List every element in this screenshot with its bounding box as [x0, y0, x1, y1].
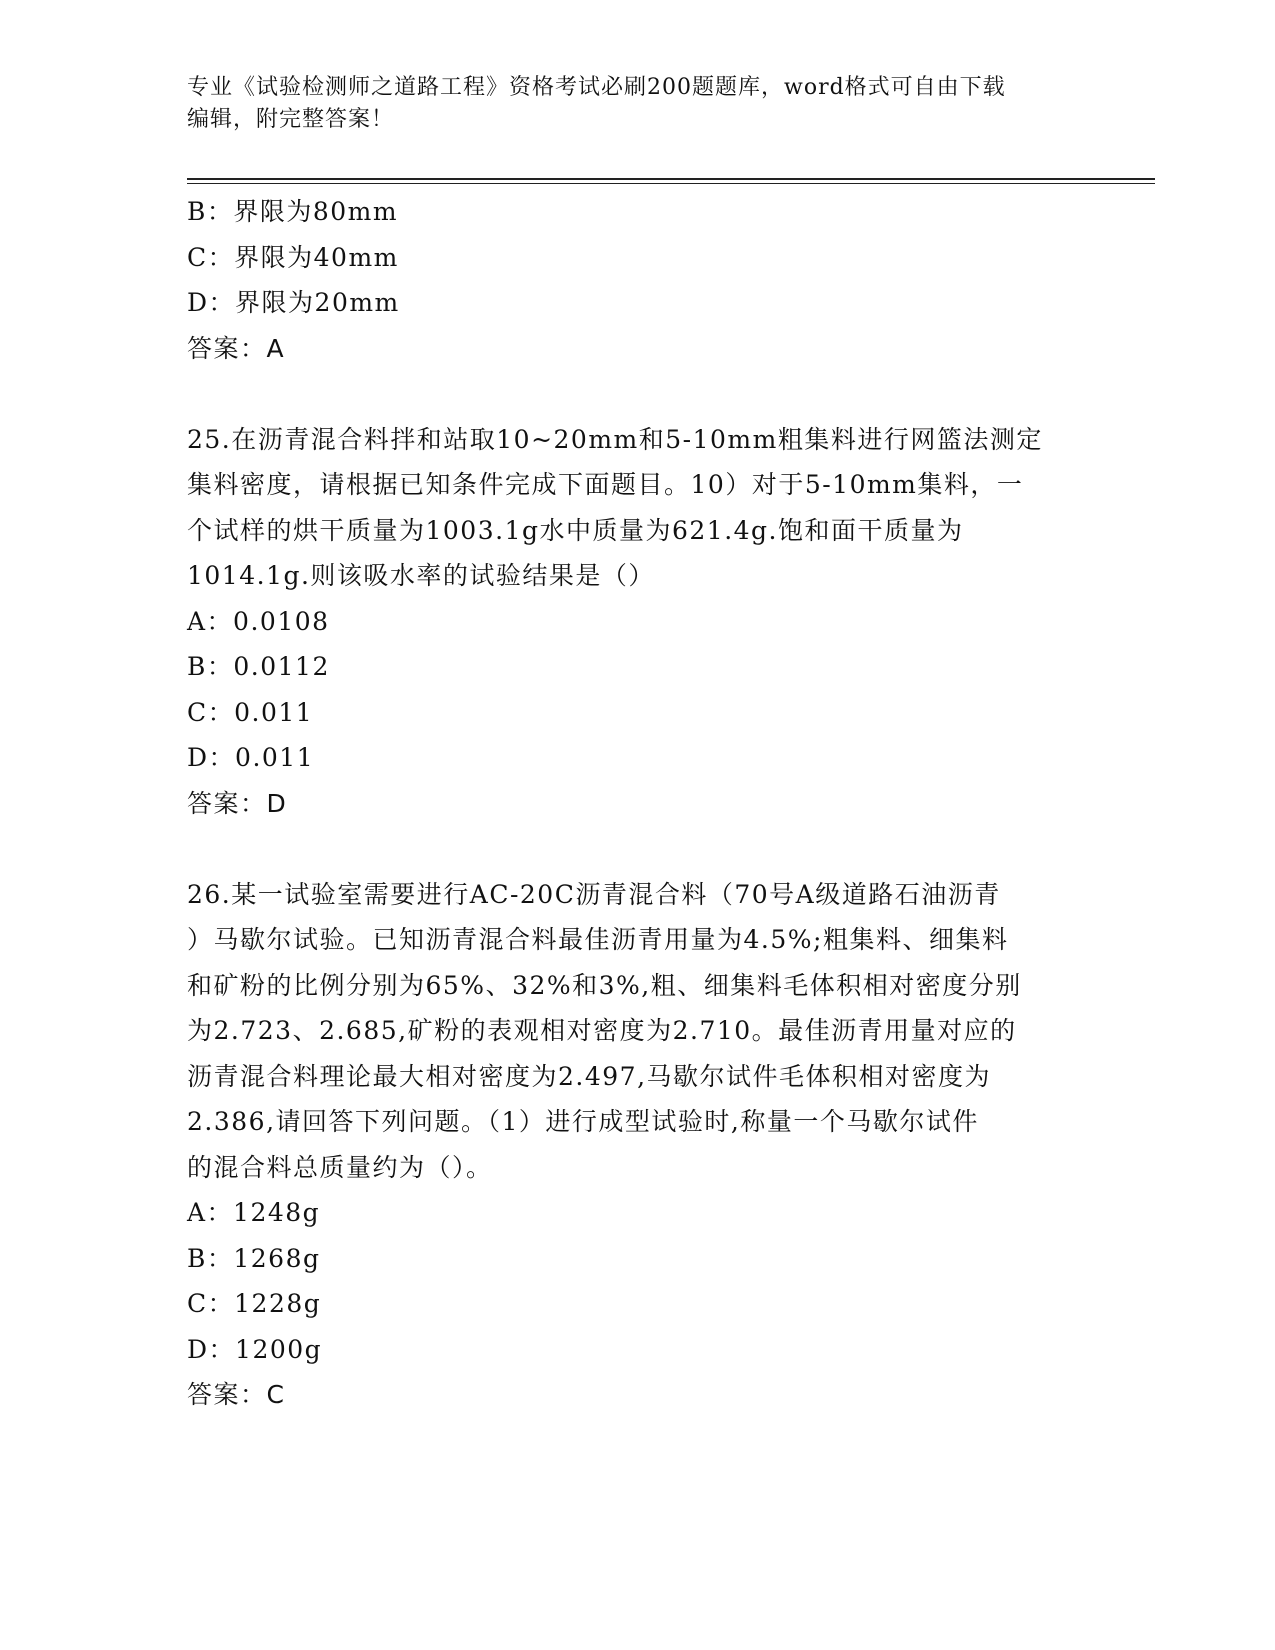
answer-line: 答案：D: [187, 788, 288, 818]
spacer: [187, 826, 1087, 872]
question-text-line: 的混合料总质量约为（）。: [187, 1152, 493, 1182]
question-text-line: 1014.1g.则该吸水率的试验结果是（）: [187, 561, 655, 590]
question-text-line: 沥青混合料理论最大相对密度为2.497,马歇尔试件毛体积相对密度为: [187, 1061, 992, 1091]
option-d: D：0.011: [187, 743, 315, 772]
answer-line: 答案：A: [187, 333, 286, 363]
header-divider-thin: [187, 183, 1155, 184]
question-text-line: 和矿粉的比例分别为65%、32%和3%,粗、细集料毛体积相对密度分别: [187, 970, 1022, 1000]
header-title-line-2: 编辑，附完整答案！: [187, 107, 395, 132]
answer-line: 答案：C: [187, 1380, 286, 1409]
option-c: C：0.011: [187, 697, 314, 727]
option-b: B：1268g: [187, 1243, 321, 1273]
question-26: [187, 872, 1087, 1418]
option-d: D：1200g: [187, 1334, 323, 1364]
option-c: C：界限为40mm: [187, 242, 399, 272]
option-b: B：界限为80mm: [187, 197, 399, 226]
document-body: [187, 189, 1087, 1418]
option-c: C：1228g: [187, 1289, 322, 1318]
option-d: D：界限为20mm: [187, 288, 400, 317]
option-a: A：0.0108: [187, 606, 330, 636]
question-25: [187, 417, 1087, 827]
question-text-line: 个试样的烘干质量为1003.1g水中质量为621.4g.饱和面干质量为: [187, 515, 964, 545]
option-b: B：0.0112: [187, 652, 330, 681]
header-title-line-1: 专业《试验检测师之道路工程》资格考试必刷200题题库，word格式可自由下载: [187, 75, 1006, 100]
option-a: A：1248g: [187, 1198, 321, 1227]
question-text-line: 为2.723、2.685,矿粉的表观相对密度为2.710。最佳沥青用量对应的: [187, 1016, 1017, 1045]
document-header: [187, 72, 1087, 136]
question-text-line: 集料密度，请根据已知条件完成下面题目。10）对于5-10mm集料，一: [187, 470, 1024, 499]
question-text-line: 2.386,请回答下列问题。（1）进行成型试验时,称量一个马歇尔试件: [187, 1107, 979, 1136]
question-text-line: ）马歇尔试验。已知沥青混合料最佳沥青用量为4.5%;粗集料、细集料: [187, 925, 1009, 954]
question-text-line: 26.某一试验室需要进行AC-20C沥青混合料（70号A级道路石油沥青: [187, 879, 1001, 909]
header-divider-thick: [187, 178, 1155, 180]
question-text-line: 25.在沥青混合料拌和站取10~20mm和5-10mm粗集料进行网篮法测定: [187, 424, 1043, 454]
spacer: [187, 371, 1087, 417]
question-24-tail: [187, 189, 1087, 371]
